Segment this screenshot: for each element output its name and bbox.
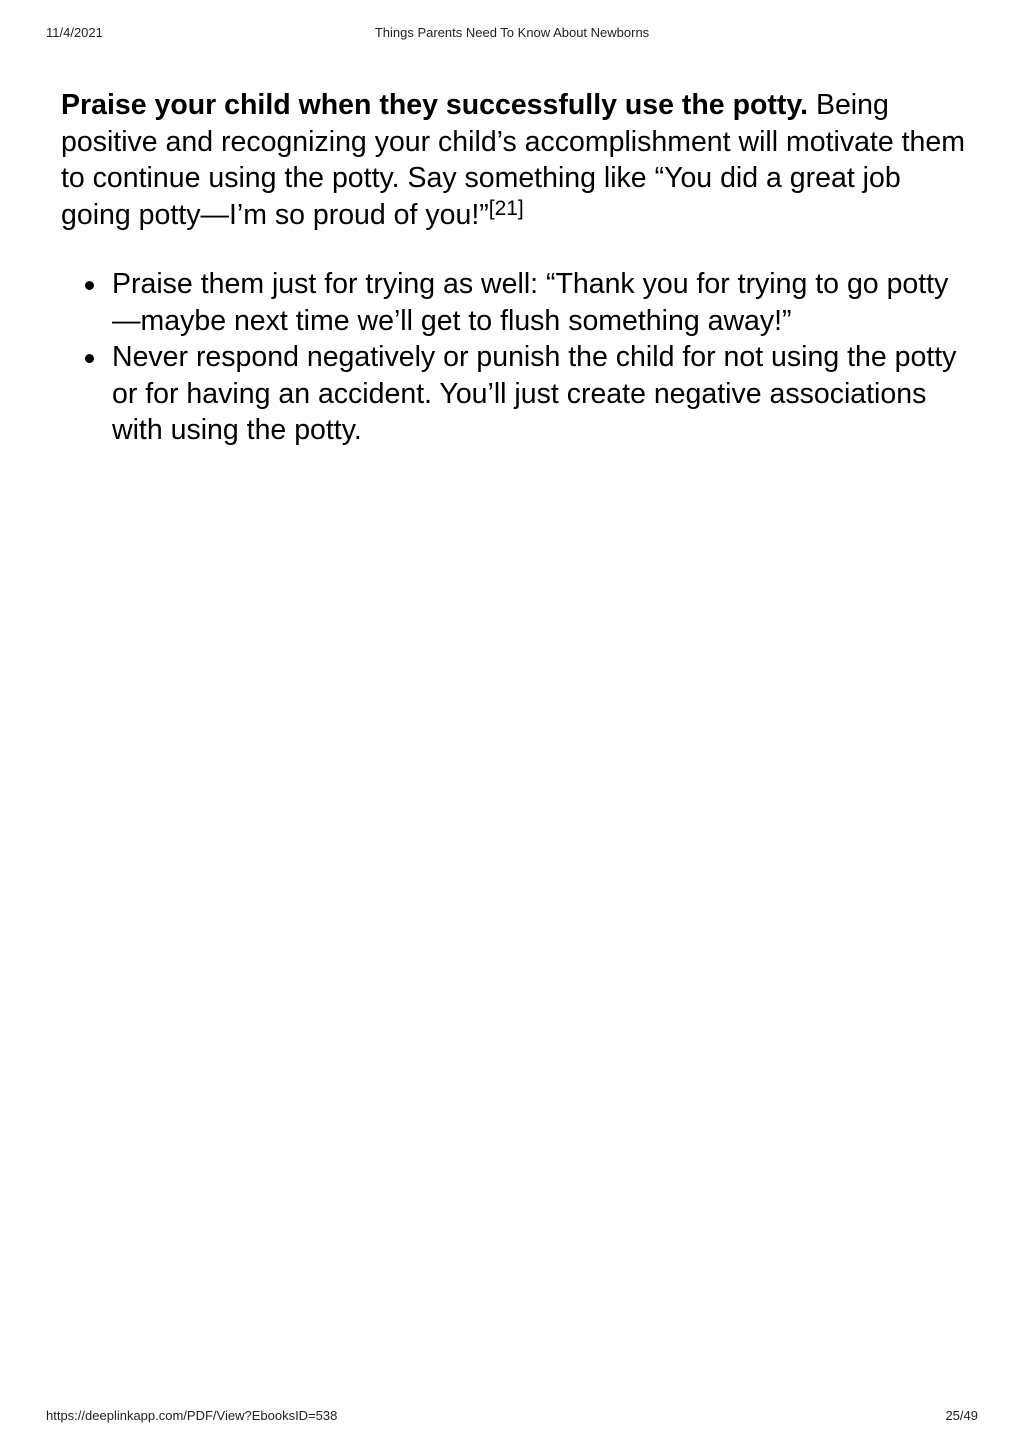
list-item-text: Never respond negatively or punish the child for not using the potty or for having an accident. You’ll just create negative associations with using the potty. (112, 341, 957, 446)
list-item (112, 266, 971, 339)
bullet-icon (85, 354, 94, 363)
page-number: 25/49 (945, 1408, 978, 1423)
step-paragraph (61, 87, 971, 233)
list-item (112, 339, 971, 449)
step-description: Being positive and recognizing your child’s accomplishment will motivate them to continue using the potty. Say something like “You did a great job going potty—I’m so proud of you!” (61, 89, 965, 231)
bullet-icon (85, 281, 94, 290)
step-heading: Praise your child when they successfully use the potty. (61, 89, 809, 121)
print-date: 11/4/2021 (46, 25, 103, 40)
article-body (61, 87, 971, 449)
reference-link[interactable]: [21] (488, 197, 524, 220)
document-title: Things Parents Need To Know About Newborns (374, 25, 650, 40)
tips-list (61, 266, 971, 449)
source-url: https://deeplinkapp.com/PDF/View?EbooksID=538 (46, 1408, 338, 1423)
list-item-text: Praise them just for trying as well: “Thank you for trying to go potty—maybe next time we’ll get to flush something away!” (112, 268, 949, 337)
